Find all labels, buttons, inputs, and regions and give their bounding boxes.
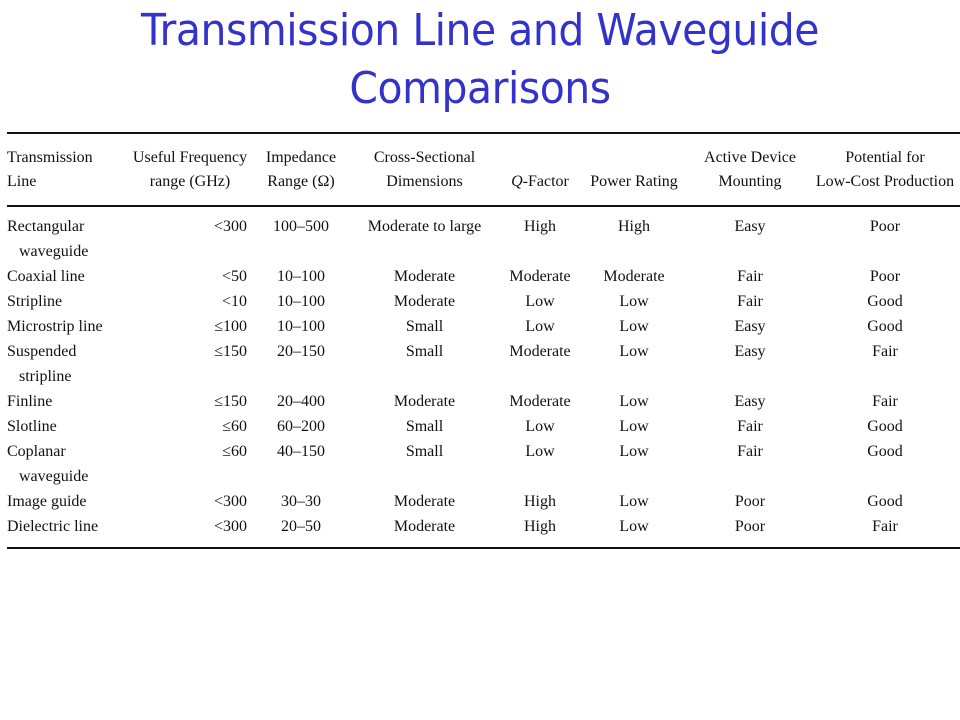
mounting-cell: Easy	[734, 343, 766, 360]
frequency-cell: <50	[221, 268, 247, 285]
dimensions-cell: Small	[405, 418, 444, 435]
line-name-cell	[7, 314, 125, 339]
cost-cell: Good	[867, 493, 903, 510]
table-row	[7, 339, 960, 389]
line-name-cell	[7, 339, 125, 389]
frequency-cell: <300	[213, 518, 247, 535]
line-name-cell	[7, 489, 125, 514]
column-header-line: Range (Ω)	[267, 173, 335, 190]
table-body	[7, 200, 960, 539]
column-header-line: Impedance	[265, 149, 337, 166]
slide-title	[34, 2, 927, 118]
line-name: Rectangular	[7, 218, 85, 235]
table-row	[7, 314, 960, 339]
cost-cell: Good	[867, 443, 903, 460]
q-factor-cell: Moderate	[509, 393, 571, 410]
dimensions-cell: Small	[405, 443, 444, 460]
power-rating-cell: Low	[619, 518, 649, 535]
dimensions-cell: Moderate	[393, 518, 456, 535]
column-header-line: Transmission	[7, 149, 93, 166]
power-rating-cell: Moderate	[603, 268, 665, 285]
line-name: Coaxial line	[7, 268, 85, 285]
impedance-cell: 100–500	[273, 218, 329, 235]
impedance-cell: 10–100	[277, 268, 325, 285]
title-line-1: Transmission Line and Waveguide	[141, 5, 819, 56]
line-name-cell	[7, 264, 125, 289]
column-header-line: Line	[7, 173, 37, 190]
column-header	[690, 142, 810, 200]
line-name-cell	[7, 414, 125, 439]
line-name-cell	[7, 514, 125, 539]
column-header-line: Dimensions	[386, 173, 463, 190]
power-rating-cell: Low	[619, 343, 649, 360]
mounting-cell: Poor	[734, 493, 766, 510]
dimensions-cell: Small	[405, 318, 444, 335]
dimensions-cell: Moderate	[393, 268, 456, 285]
q-factor-cell: Moderate	[509, 268, 571, 285]
impedance-cell: 40–150	[277, 443, 325, 460]
column-header-line: Q-Factor	[511, 173, 569, 190]
column-header-line: Low-Cost Production	[815, 173, 955, 190]
q-factor-cell: Moderate	[509, 343, 571, 360]
impedance-cell: 10–100	[277, 318, 325, 335]
frequency-cell: ≤150	[214, 393, 247, 410]
dimensions-cell: Moderate	[393, 393, 456, 410]
q-factor-cell: Low	[525, 418, 555, 435]
cost-cell: Fair	[872, 343, 898, 360]
comparison-table	[7, 142, 960, 539]
line-name: Coplanar	[7, 443, 66, 460]
mounting-cell: Easy	[734, 318, 766, 335]
frequency-cell: ≤60	[222, 443, 247, 460]
column-header-line: Potential for	[845, 149, 925, 166]
cost-cell: Poor	[869, 268, 901, 285]
line-name-cell	[7, 389, 125, 414]
line-name: Slotline	[7, 418, 57, 435]
line-name: Dielectric line	[7, 518, 99, 535]
power-rating-cell: Low	[619, 443, 649, 460]
cost-cell: Good	[867, 418, 903, 435]
frequency-cell: ≤100	[214, 318, 247, 335]
column-header	[502, 142, 578, 200]
table-row	[7, 389, 960, 414]
cost-cell: Fair	[872, 393, 898, 410]
line-name: waveguide	[19, 468, 89, 485]
frequency-cell: <300	[213, 218, 247, 235]
table-row	[7, 514, 960, 539]
impedance-cell: 20–400	[277, 393, 325, 410]
table-row	[7, 200, 960, 264]
line-name-cell	[7, 289, 125, 314]
cost-cell: Good	[867, 293, 903, 310]
cost-cell: Good	[867, 318, 903, 335]
dimensions-cell: Moderate	[393, 293, 456, 310]
mounting-cell: Fair	[737, 268, 763, 285]
power-rating-cell: Low	[619, 293, 649, 310]
column-header-line: Power Rating	[590, 173, 678, 190]
table-header-row	[7, 142, 960, 200]
line-name: Stripline	[7, 293, 63, 310]
mounting-cell: Fair	[737, 418, 763, 435]
column-header	[255, 142, 347, 200]
line-name: Microstrip line	[7, 318, 103, 335]
power-rating-cell: Low	[619, 393, 649, 410]
q-factor-cell: Low	[525, 318, 555, 335]
column-header-line: Mounting	[718, 173, 782, 190]
table-row	[7, 414, 960, 439]
table-top-rule	[7, 132, 960, 134]
q-factor-cell: Low	[525, 293, 555, 310]
table-row	[7, 289, 960, 314]
mounting-cell: Fair	[737, 443, 763, 460]
table-row	[7, 489, 960, 514]
title-line-2: Comparisons	[349, 63, 611, 114]
mounting-cell: Fair	[737, 293, 763, 310]
line-name-cell	[7, 200, 125, 264]
column-header	[7, 142, 125, 200]
power-rating-cell: Low	[619, 418, 649, 435]
power-rating-cell: Low	[619, 493, 649, 510]
mounting-cell: Easy	[734, 393, 766, 410]
cost-cell: Poor	[869, 218, 901, 235]
impedance-cell: 10–100	[277, 293, 325, 310]
impedance-cell: 20–150	[277, 343, 325, 360]
column-header	[347, 142, 502, 200]
column-header	[125, 142, 255, 200]
column-header-line: Active Device	[704, 149, 796, 166]
dimensions-cell: Moderate	[393, 493, 456, 510]
frequency-cell: ≤150	[214, 343, 247, 360]
line-name: stripline	[19, 368, 72, 385]
table-bottom-rule	[7, 547, 960, 549]
cost-cell: Fair	[872, 518, 898, 535]
line-name: Finline	[7, 393, 53, 410]
column-header	[578, 142, 690, 200]
frequency-cell: <10	[221, 293, 247, 310]
column-header-line: Useful Frequency	[132, 149, 248, 166]
q-factor-cell: High	[524, 493, 556, 510]
line-name: Image guide	[7, 493, 87, 510]
q-factor-cell: High	[524, 218, 556, 235]
frequency-cell: <300	[213, 493, 247, 510]
line-name: waveguide	[19, 243, 89, 260]
power-rating-cell: High	[618, 218, 650, 235]
line-name: Suspended	[7, 343, 77, 360]
impedance-cell: 60–200	[277, 418, 325, 435]
dimensions-cell: Small	[405, 343, 444, 360]
column-header-line: range (GHz)	[149, 173, 231, 190]
column-header-line: Cross-Sectional	[373, 149, 476, 166]
q-factor-cell: Low	[525, 443, 555, 460]
mounting-cell: Poor	[734, 518, 766, 535]
impedance-cell: 20–50	[281, 518, 321, 535]
table-row	[7, 439, 960, 489]
line-name-cell	[7, 439, 125, 489]
column-header	[810, 142, 960, 200]
mounting-cell: Easy	[734, 218, 766, 235]
q-factor-cell: High	[524, 518, 556, 535]
power-rating-cell: Low	[619, 318, 649, 335]
impedance-cell: 30–30	[281, 493, 321, 510]
dimensions-cell: Moderate to large	[367, 218, 482, 235]
frequency-cell: ≤60	[222, 418, 247, 435]
table-row	[7, 264, 960, 289]
